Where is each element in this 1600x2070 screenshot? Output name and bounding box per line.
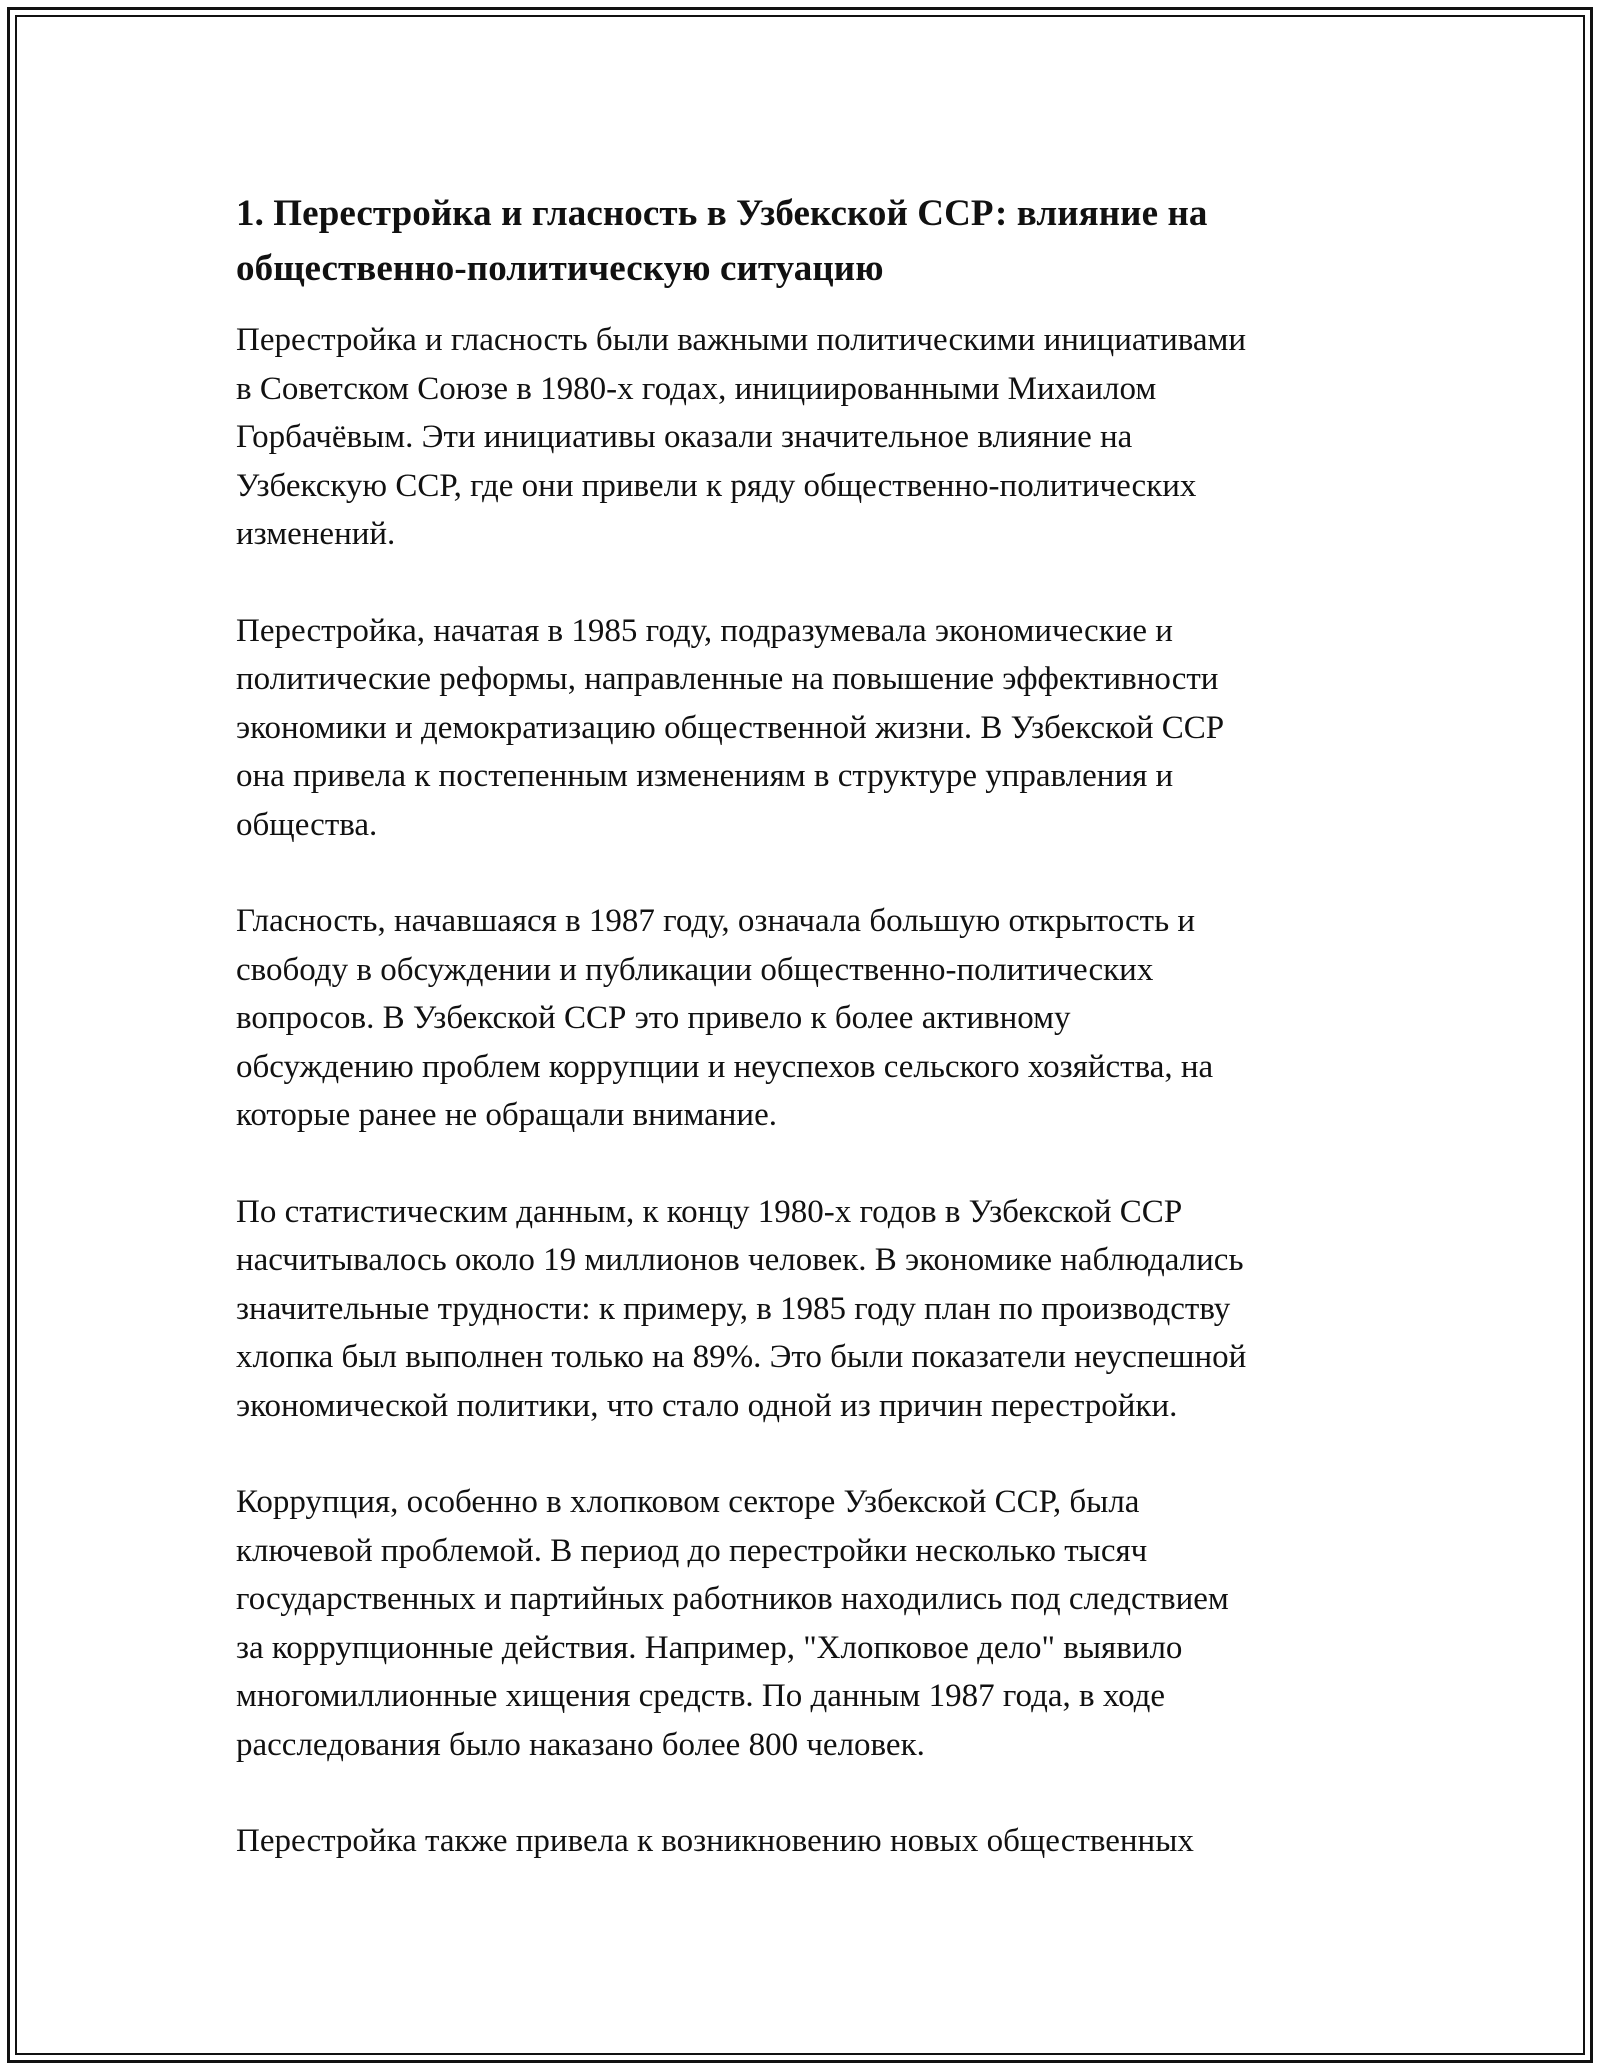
paragraph-statistics: По статистическим данным, к концу 1980-х годов в Узбекской ССР насчитывалось около 19 миллионов человек. В экономике наблюдались значительные трудности: к примеру, в 1985 году план по производству хлопка был выполнен только на 89%. Это были показатели неуспешной экономической политики, что стало одной из причин перестройки. (236, 1193, 1247, 1424)
page-content (236, 186, 1376, 1866)
paragraph-glasnost: Гласность, начавшаяся в 1987 году, означала большую открытость и свободу в обсуждении и публикации общественно-политических вопросов. В Узбекской ССР это привело к более активному обсуждению проблем коррупции и неуспехов сельского хозяйства, на которые ранее не обращали внимание. (236, 903, 1214, 1133)
paragraph-perestroika-reforms: Перестройка, начатая в 1985 году, подразумевала экономические и политические реформы, направленные на повышение эффективности экономики и демократизацию общественной жизни. В Узбекской ССР она привела к постепенным изменениям в структуре управления и общества. (236, 612, 1225, 843)
paragraph-corruption: Коррупция, особенно в хлопковом секторе Узбекской ССР, была ключевой проблемой. В период до перестройки несколько тысяч государственных и партийных работников находились под следствием за коррупционные действия. Например, "Хлопковое дело" выявило многомиллионные хищения средств. По данным 1987 года, в ходе расследования было наказано более 800 человек. (236, 1484, 1229, 1763)
body-text (236, 316, 1376, 1866)
paragraph-perestroika-intro: Перестройка и гласность были важными политическими инициативами в Советском Союзе в 1980-х годах, инициированными Михаилом Горбачёвым. Эти инициативы оказали значительное влияние на Узбекскую ССР, где они привели к ряду общественно-политических изменений. (236, 322, 1247, 552)
paragraph-new-organizations: Перестройка также привела к возникновению новых общественных (236, 1823, 1194, 1859)
section-heading: 1. Перестройка и гласность в Узбекской ССР: влияние на общественно-политическую ситуацию (236, 193, 1208, 289)
